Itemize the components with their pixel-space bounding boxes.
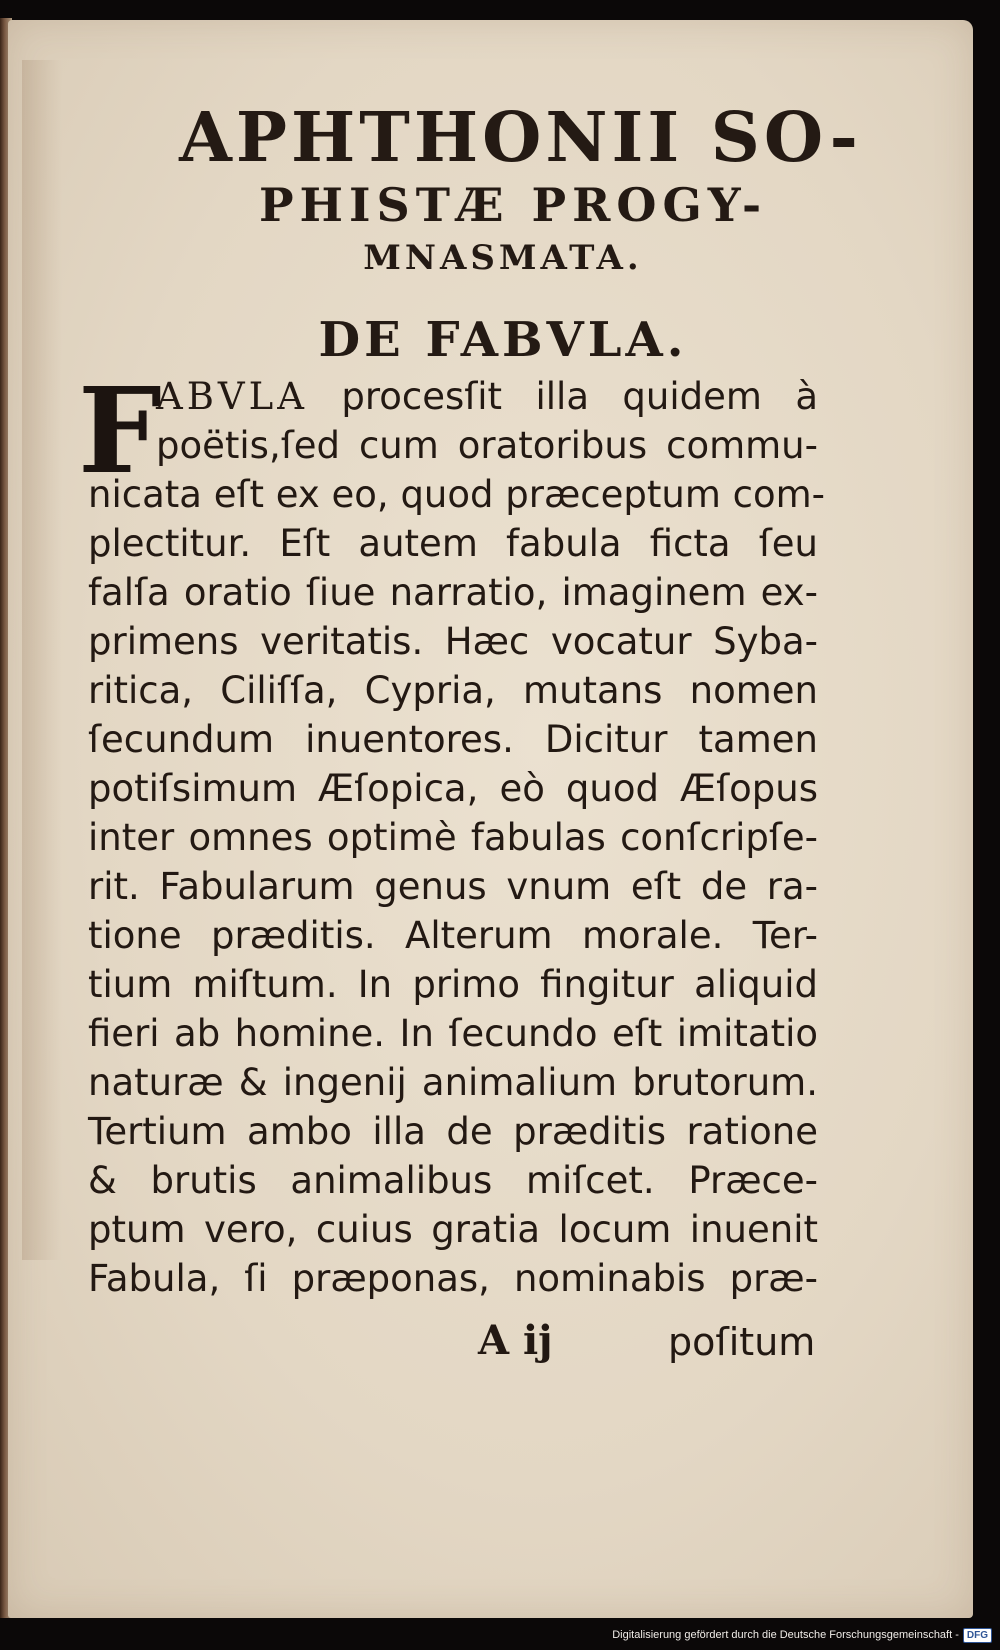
first-line-rest: procesſit illa quidem à	[341, 375, 818, 418]
catchword: poſitum	[668, 1320, 816, 1364]
signature-mark: A ij	[478, 1317, 553, 1364]
opening-word: ABVLA	[156, 375, 308, 418]
body-line: inter omnes optimè fabulas conſcripſe-	[88, 816, 818, 859]
dfg-logo-icon: DFG	[963, 1628, 992, 1643]
body-line: potiſsimum Æſopica, eò quod Æſopus	[88, 767, 818, 810]
book-page	[8, 20, 973, 1618]
body-line: nicata eſt ex eo, quod præceptum com-	[88, 473, 826, 516]
title-line-3: MNASMATA.	[363, 238, 643, 278]
body-line: falſa oratio ſiue narratio, imaginem ex-	[88, 571, 818, 614]
body-line: rit. Fabularum genus vnum eſt de ra-	[88, 865, 818, 908]
body-line: ritica, Ciliſſa, Cypria, mutans nomen	[88, 669, 818, 712]
body-line: & brutis animalibus miſcet. Præce-	[88, 1159, 818, 1202]
body-line: plectitur. Eſt autem fabula ficta ſeu	[88, 522, 818, 565]
title-line-2: PHISTÆ PROGY-	[258, 178, 768, 232]
title-line-1: APHTHONII SO-	[179, 98, 862, 178]
body-line: primens veritatis. Hæc vocatur Syba-	[88, 620, 818, 663]
body-line: ſecundum inuentores. Dicitur tamen	[88, 718, 818, 761]
body-line: tione præditis. Alterum morale. Ter-	[88, 914, 818, 957]
section-heading: DE FABVLA.	[318, 312, 688, 368]
credit-text: Digitalisierung gefördert durch die Deutsche Forschungsgemeinschaft -	[612, 1629, 959, 1641]
digitization-credit	[612, 1626, 992, 1644]
body-line: ptum vero, cuius gratia locum inuenit	[88, 1208, 818, 1251]
body-line-1	[156, 375, 818, 419]
body-line: Fabula, ſi præponas, nominabis præ-	[88, 1257, 818, 1300]
drop-capital: F	[78, 361, 162, 500]
body-line: fieri ab homine. In ſecundo eſt imitatio	[88, 1012, 818, 1055]
body-line: tium miſtum. In primo fingitur aliquid	[88, 963, 818, 1006]
body-line: naturæ & ingenij animalium brutorum.	[88, 1061, 818, 1104]
body-line: poëtis,ſed cum oratoribus commu-	[156, 424, 818, 467]
body-line: Tertium ambo illa de præditis ratione	[88, 1110, 818, 1153]
